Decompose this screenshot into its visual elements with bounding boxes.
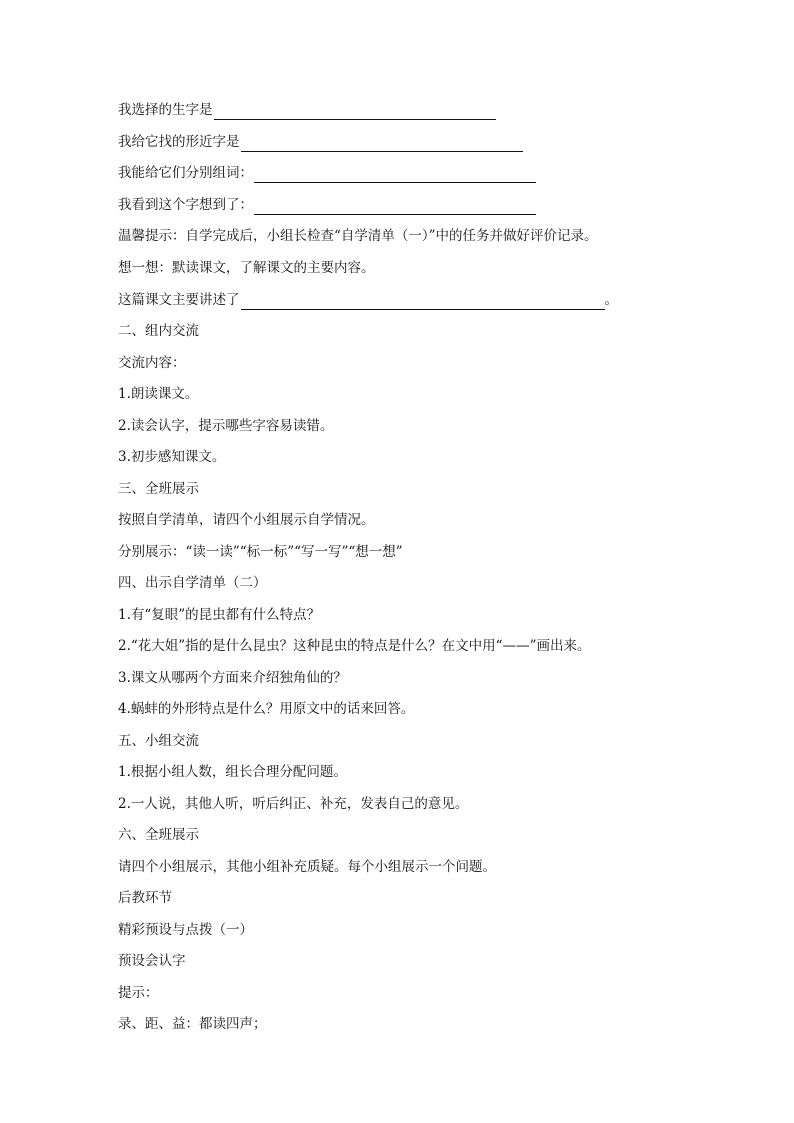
line-word-building <box>118 163 536 183</box>
section-heading: 六、全班展示 <box>118 827 199 843</box>
paragraph-line: 按照自学清单，请四个小组展示自学情况。 <box>118 512 375 528</box>
section-heading: 四、出示自学清单（二） <box>118 575 267 591</box>
answer-blank[interactable] <box>241 295 605 310</box>
line-text: 我给它找的形近字是 <box>118 134 240 150</box>
paragraph-line: 分别展示：“读一读”“标一标”“写一写”“想一想” <box>118 544 403 560</box>
section-heading: 五、小组交流 <box>118 733 199 749</box>
list-item: 1.朗读课文。 <box>118 386 199 402</box>
list-item: 2.一人说，其他人听，听后纠正、补充，发表自己的意见。 <box>118 796 469 812</box>
subsection-heading: 精彩预设与点拨（一） <box>118 922 253 938</box>
line-text: 我看到这个字想到了： <box>118 197 253 213</box>
paragraph-line: 预设会认字 <box>118 953 186 969</box>
line-chosen-character <box>118 100 496 120</box>
answer-blank[interactable] <box>241 137 523 152</box>
paragraph-line: 提示： <box>118 985 159 1001</box>
answer-blank[interactable] <box>254 200 536 215</box>
line-similar-character <box>118 132 523 152</box>
list-item: 1.根据小组人数，组长合理分配问题。 <box>118 764 347 780</box>
tip-line <box>118 226 598 246</box>
line-text: 这篇课文主要讲述了 <box>118 292 240 308</box>
list-item: 1.有“复眼”的昆虫都有什么特点？ <box>118 607 321 623</box>
think-line <box>118 258 375 278</box>
paragraph-line: 交流内容： <box>118 355 186 371</box>
answer-blank[interactable] <box>254 168 536 183</box>
answer-blank[interactable] <box>214 105 496 120</box>
line-suffix: 。 <box>604 292 618 308</box>
line-association <box>118 195 536 215</box>
list-item: 3.初步感知课文。 <box>118 449 226 465</box>
line-text: 我能给它们分别组词： <box>118 165 253 181</box>
list-item: 2.读会认字，提示哪些字容易读错。 <box>118 418 334 434</box>
section-heading: 二、组内交流 <box>118 323 199 339</box>
paragraph-line: 录、距、益：都读四声； <box>118 1016 267 1032</box>
list-item: 3.课文从哪两个方面来介绍独角仙的？ <box>118 670 347 686</box>
line-main-content <box>118 290 618 310</box>
line-text: 想一想：默读课文，了解课文的主要内容。 <box>118 260 375 276</box>
line-text: 我选择的生字是 <box>118 102 213 118</box>
line-text: 温馨提示：自学完成后，小组长检查“自学清单（一）”中的任务并做好评价记录。 <box>118 228 598 244</box>
section-heading: 后教环节 <box>118 890 172 906</box>
list-item: 4.蜗蚌的外形特点是什么？用原文中的话来回答。 <box>118 701 415 717</box>
paragraph-line: 请四个小组展示，其他小组补充质疑。每个小组展示一个问题。 <box>118 859 496 875</box>
list-item: 2.“花大姐”指的是什么昆虫？这种昆虫的特点是什么？在文中用“——”画出来。 <box>118 638 591 654</box>
section-heading: 三、全班展示 <box>118 481 199 497</box>
